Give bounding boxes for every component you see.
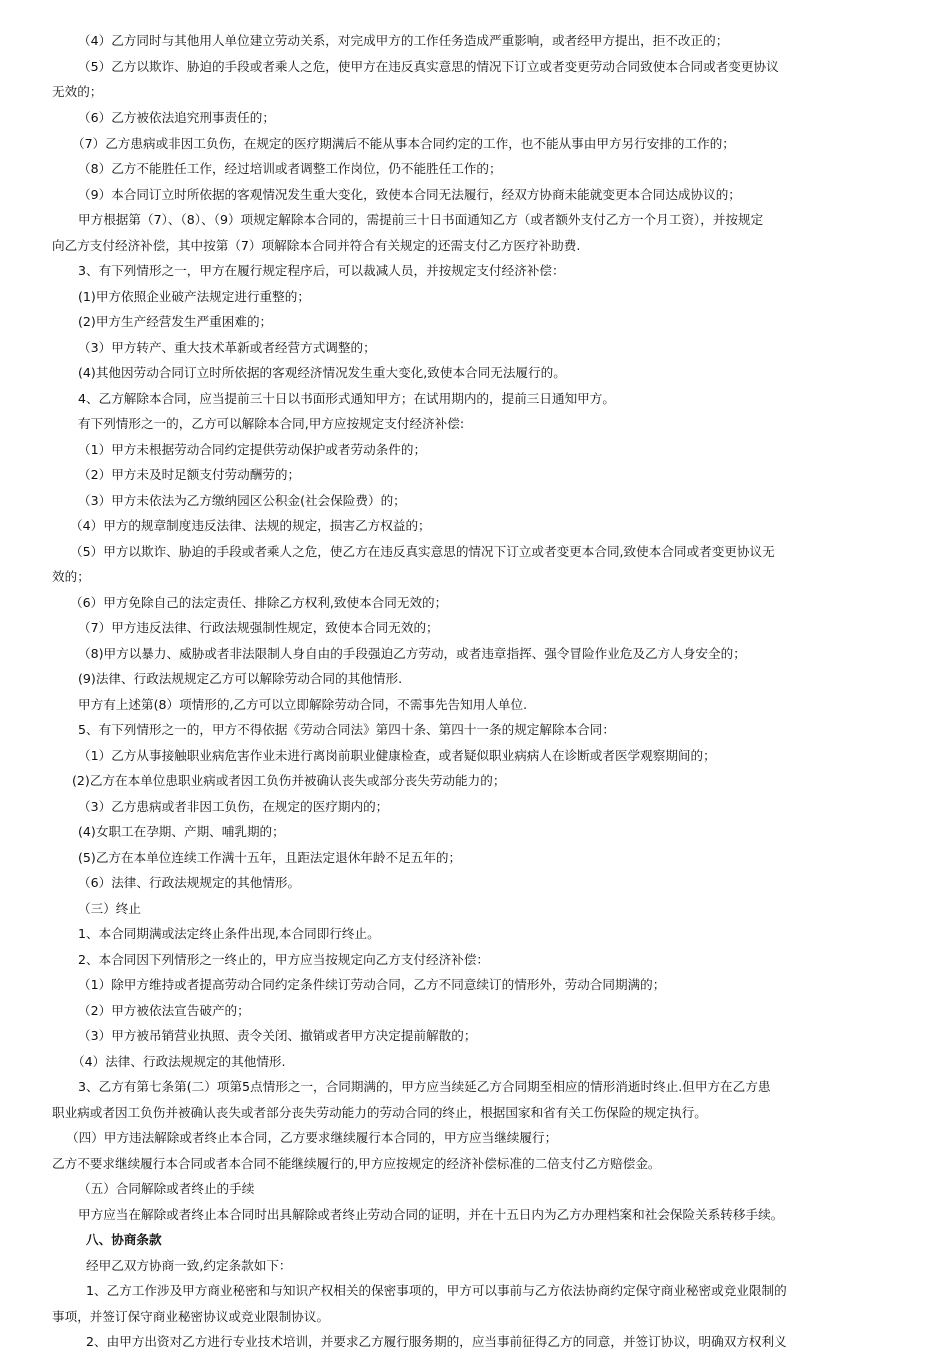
text-line: 甲方有上述第(8）项情形的,乙方可以立即解除劳动合同，不需事先告知用人单位. — [78, 697, 528, 712]
text-line: 甲方应当在解除或者终止本合同时出具解除或者终止劳动合同的证明，并在十五日内为乙方办理档案和社会保险关系转移手续。 — [78, 1207, 784, 1222]
text-line: （1）乙方从事接触职业病危害作业未进行离岗前职业健康检查，或者疑似职业病病人在诊断或者医学观察期间的； — [78, 748, 716, 763]
text-line: （6）乙方被依法追究刑事责任的； — [78, 110, 275, 125]
text-line: （2）甲方未及时足额支付劳动酬劳的； — [78, 467, 301, 482]
text-line: (5)乙方在本单位连续工作满十五年，且距法定退休年龄不足五年的； — [78, 850, 462, 865]
section-heading: 八、协商条款 — [86, 1232, 162, 1247]
text-line: 有下列情形之一的，乙方可以解除本合同,甲方应按规定支付经济补偿: — [78, 416, 465, 431]
text-line: 向乙方支付经济补偿，其中按第（7）项解除本合同并符合有关规定的还需支付乙方医疗补助费. — [52, 238, 581, 253]
text-line: 职业病或者因工负伤并被确认丧失或者部分丧失劳动能力的劳动合同的终止，根据国家和省有关工伤保险的规定执行。 — [52, 1105, 707, 1120]
text-line: (4)其他因劳动合同订立时所依据的客观经济情况发生重大变化,致使本合同无法履行的。 — [78, 365, 566, 380]
text-line: (4)女职工在孕期、产期、哺乳期的； — [78, 824, 285, 839]
text-line: （4）乙方同时与其他用人单位建立劳动关系，对完成甲方的工作任务造成严重影响，或者经甲方提出，拒不改正的； — [78, 33, 729, 48]
text-line: (2)乙方在本单位患职业病或者因工负伤并被确认丧失或部分丧失劳动能力的； — [72, 773, 506, 788]
text-line: 5、有下列情形之一的，甲方不得依据《劳动合同法》第四十条、第四十一条的规定解除本合同： — [78, 722, 615, 737]
section-heading: （五）合同解除或者终止的手续 — [78, 1181, 255, 1196]
text-line: 甲方根据第（7）、（8）、（9）项规定解除本合同的，需提前三十日书面通知乙方（或者额外支付乙方一个月工资），并按规定 — [78, 212, 764, 227]
text-line: （6）甲方免除自己的法定责任、排除乙方权利,致使本合同无效的； — [70, 595, 448, 610]
text-line: （1）甲方未根据劳动合同约定提供劳动保护或者劳动条件的； — [78, 442, 427, 457]
text-line: 2、本合同因下列情形之一终止的，甲方应当按规定向乙方支付经济补偿： — [78, 952, 490, 967]
text-line: （8）乙方不能胜任工作，经过培训或者调整工作岗位，仍不能胜任工作的； — [78, 161, 502, 176]
text-line: （9）本合同订立时所依据的客观情况发生重大变化，致使本合同无法履行，经双方协商未能就变更本合同达成协议的； — [78, 187, 741, 202]
text-line: （5）甲方以欺诈、胁迫的手段或者乘人之危，使乙方在违反真实意思的情况下订立或者变更本合同,致使本合同或者变更协议无 — [70, 544, 775, 559]
text-line: （1）除甲方维持或者提高劳动合同约定条件续订劳动合同，乙方不同意续订的情形外，劳动合同期满的； — [78, 977, 666, 992]
text-line: （3）甲方未依法为乙方缴纳园区公积金(社会保险费）的； — [78, 493, 406, 508]
text-line: (2)甲方生产经营发生严重困难的； — [78, 314, 273, 329]
text-line: （3）甲方转产、重大技术革新或者经营方式调整的； — [78, 340, 376, 355]
text-line: （4）法律、行政法规规定的其他情形. — [72, 1054, 286, 1069]
text-line: 3、有下列情形之一，甲方在履行规定程序后，可以裁减人员，并按规定支付经济补偿： — [78, 263, 565, 278]
text-line: 效的； — [52, 569, 90, 584]
text-line: 1、本合同期满或法定终止条件出现,本合同即行终止。 — [78, 926, 380, 941]
text-line: (1)甲方依照企业破产法规定进行重整的； — [78, 289, 310, 304]
text-line: 1、乙方工作涉及甲方商业秘密和与知识产权相关的保密事项的，甲方可以事前与乙方依法协商约定保守商业秘密或竞业限制的 — [86, 1283, 787, 1298]
text-line: 4、乙方解除本合同，应当提前三十日以书面形式通知甲方；在试用期内的，提前三日通知甲方。 — [78, 391, 615, 406]
text-line: （7）甲方违反法律、行政法规强制性规定，致使本合同无效的； — [78, 620, 439, 635]
section-heading: （三）终止 — [78, 901, 141, 916]
text-line: (9)法律、行政法规规定乙方可以解除劳动合同的其他情形. — [78, 671, 403, 686]
text-line: 2、由甲方出资对乙方进行专业技术培训，并要求乙方履行服务期的，应当事前征得乙方的同意，并签订协议，明确双方权利义 — [86, 1334, 787, 1349]
text-line: 无效的； — [52, 84, 103, 99]
text-line: 乙方不要求继续履行本合同或者本合同不能继续履行的,甲方应按规定的经济补偿标准的二倍支付乙方赔偿金。 — [52, 1156, 661, 1171]
text-line: 经甲乙双方协商一致,约定条款如下： — [86, 1258, 292, 1273]
text-line: 事项，并签订保守商业秘密协议或竞业限制协议。 — [52, 1309, 330, 1324]
text-line: （7）乙方患病或非因工负伤，在规定的医疗期满后不能从事本合同约定的工作，也不能从事由甲方另行安排的工作的； — [72, 136, 735, 151]
text-line: 3、乙方有第七条第(二）项第5点情形之一，合同期满的，甲方应当续延乙方合同期至相应的情形消逝时终止.但甲方在乙方患 — [78, 1079, 771, 1094]
text-line: （3）甲方被吊销营业执照、责令关闭、撤销或者甲方决定提前解散的； — [78, 1028, 477, 1043]
text-line: （四）甲方违法解除或者终止本合同，乙方要求继续履行本合同的，甲方应当继续履行； — [66, 1130, 558, 1145]
text-line: （5）乙方以欺诈、胁迫的手段或者乘人之危，使甲方在违反真实意思的情况下订立或者变更劳动合同致使本合同或者变更协议 — [78, 59, 779, 74]
text-line: （3）乙方患病或者非因工负伤，在规定的医疗期内的； — [78, 799, 389, 814]
text-line: （6）法律、行政法规规定的其他情形。 — [78, 875, 301, 890]
text-line: （8)甲方以暴力、威胁或者非法限制人身自由的手段强迫乙方劳动，或者违章指挥、强令冒险作业危及乙方人身安全的； — [78, 646, 746, 661]
text-line: （4）甲方的规章制度违反法律、法规的规定，损害乙方权益的； — [70, 518, 431, 533]
text-line: （2）甲方被依法宣告破产的； — [78, 1003, 250, 1018]
